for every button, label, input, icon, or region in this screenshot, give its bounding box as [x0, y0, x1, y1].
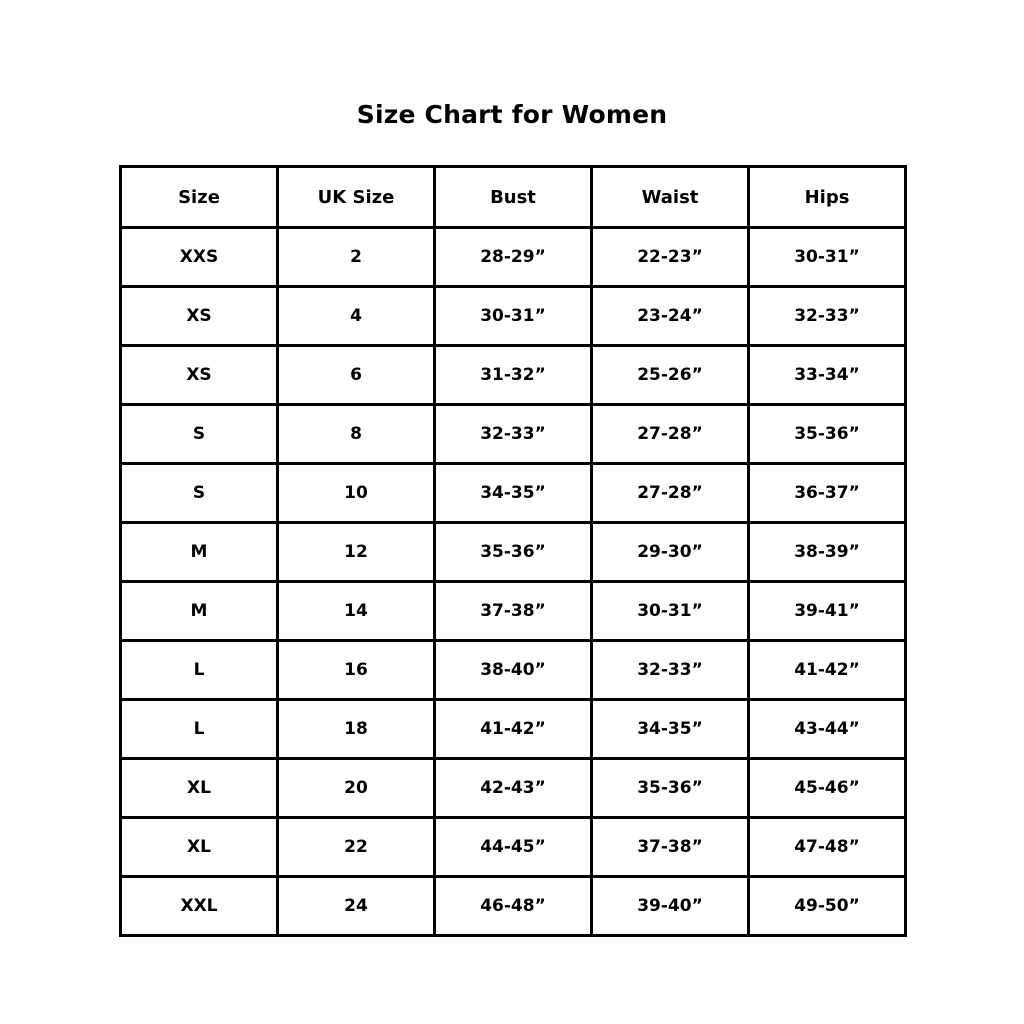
cell-waist: 27-28” [592, 405, 749, 464]
table-row [121, 346, 906, 405]
cell-size: XXL [121, 877, 278, 936]
cell-hips: 36-37” [749, 464, 906, 523]
column-header-waist: Waist [592, 167, 749, 228]
cell-bust: 34-35” [435, 464, 592, 523]
cell-waist: 25-26” [592, 346, 749, 405]
table-body [121, 228, 906, 936]
table-row [121, 877, 906, 936]
cell-bust: 32-33” [435, 405, 592, 464]
cell-uk-size: 8 [278, 405, 435, 464]
cell-hips: 30-31” [749, 228, 906, 287]
cell-size: XS [121, 346, 278, 405]
cell-uk-size: 18 [278, 700, 435, 759]
cell-hips: 38-39” [749, 523, 906, 582]
cell-bust: 44-45” [435, 818, 592, 877]
cell-size: XL [121, 818, 278, 877]
cell-bust: 38-40” [435, 641, 592, 700]
cell-bust: 46-48” [435, 877, 592, 936]
table-header [121, 167, 906, 228]
table-row [121, 818, 906, 877]
table-row [121, 700, 906, 759]
cell-hips: 39-41” [749, 582, 906, 641]
page-title: Size Chart for Women [356, 100, 668, 129]
cell-bust: 41-42” [435, 700, 592, 759]
cell-waist: 30-31” [592, 582, 749, 641]
column-header-bust: Bust [435, 167, 592, 228]
cell-uk-size: 24 [278, 877, 435, 936]
cell-hips: 33-34” [749, 346, 906, 405]
cell-uk-size: 20 [278, 759, 435, 818]
cell-hips: 32-33” [749, 287, 906, 346]
cell-bust: 28-29” [435, 228, 592, 287]
cell-uk-size: 12 [278, 523, 435, 582]
cell-size: S [121, 405, 278, 464]
cell-bust: 31-32” [435, 346, 592, 405]
cell-waist: 22-23” [592, 228, 749, 287]
cell-bust: 35-36” [435, 523, 592, 582]
cell-hips: 45-46” [749, 759, 906, 818]
column-header-uk-size: UK Size [278, 167, 435, 228]
table-row [121, 287, 906, 346]
cell-uk-size: 2 [278, 228, 435, 287]
table-row [121, 228, 906, 287]
cell-waist: 39-40” [592, 877, 749, 936]
cell-hips: 41-42” [749, 641, 906, 700]
cell-waist: 27-28” [592, 464, 749, 523]
table-row [121, 405, 906, 464]
cell-size: XS [121, 287, 278, 346]
column-header-size: Size [121, 167, 278, 228]
cell-uk-size: 14 [278, 582, 435, 641]
cell-bust: 42-43” [435, 759, 592, 818]
cell-bust: 30-31” [435, 287, 592, 346]
cell-waist: 34-35” [592, 700, 749, 759]
cell-uk-size: 22 [278, 818, 435, 877]
size-chart-table [119, 165, 907, 937]
cell-size: M [121, 582, 278, 641]
cell-size: XL [121, 759, 278, 818]
table-header-row [121, 167, 906, 228]
cell-bust: 37-38” [435, 582, 592, 641]
cell-waist: 35-36” [592, 759, 749, 818]
cell-uk-size: 10 [278, 464, 435, 523]
table-row [121, 641, 906, 700]
cell-hips: 35-36” [749, 405, 906, 464]
cell-waist: 29-30” [592, 523, 749, 582]
table-row [121, 523, 906, 582]
column-header-hips: Hips [749, 167, 906, 228]
cell-size: S [121, 464, 278, 523]
cell-size: M [121, 523, 278, 582]
cell-uk-size: 6 [278, 346, 435, 405]
cell-size: L [121, 700, 278, 759]
cell-uk-size: 4 [278, 287, 435, 346]
cell-waist: 37-38” [592, 818, 749, 877]
cell-uk-size: 16 [278, 641, 435, 700]
table-row [121, 464, 906, 523]
cell-size: L [121, 641, 278, 700]
cell-hips: 47-48” [749, 818, 906, 877]
table-row [121, 582, 906, 641]
cell-hips: 49-50” [749, 877, 906, 936]
cell-waist: 32-33” [592, 641, 749, 700]
cell-hips: 43-44” [749, 700, 906, 759]
cell-waist: 23-24” [592, 287, 749, 346]
size-chart-table-container [119, 165, 904, 937]
table-row [121, 759, 906, 818]
cell-size: XXS [121, 228, 278, 287]
